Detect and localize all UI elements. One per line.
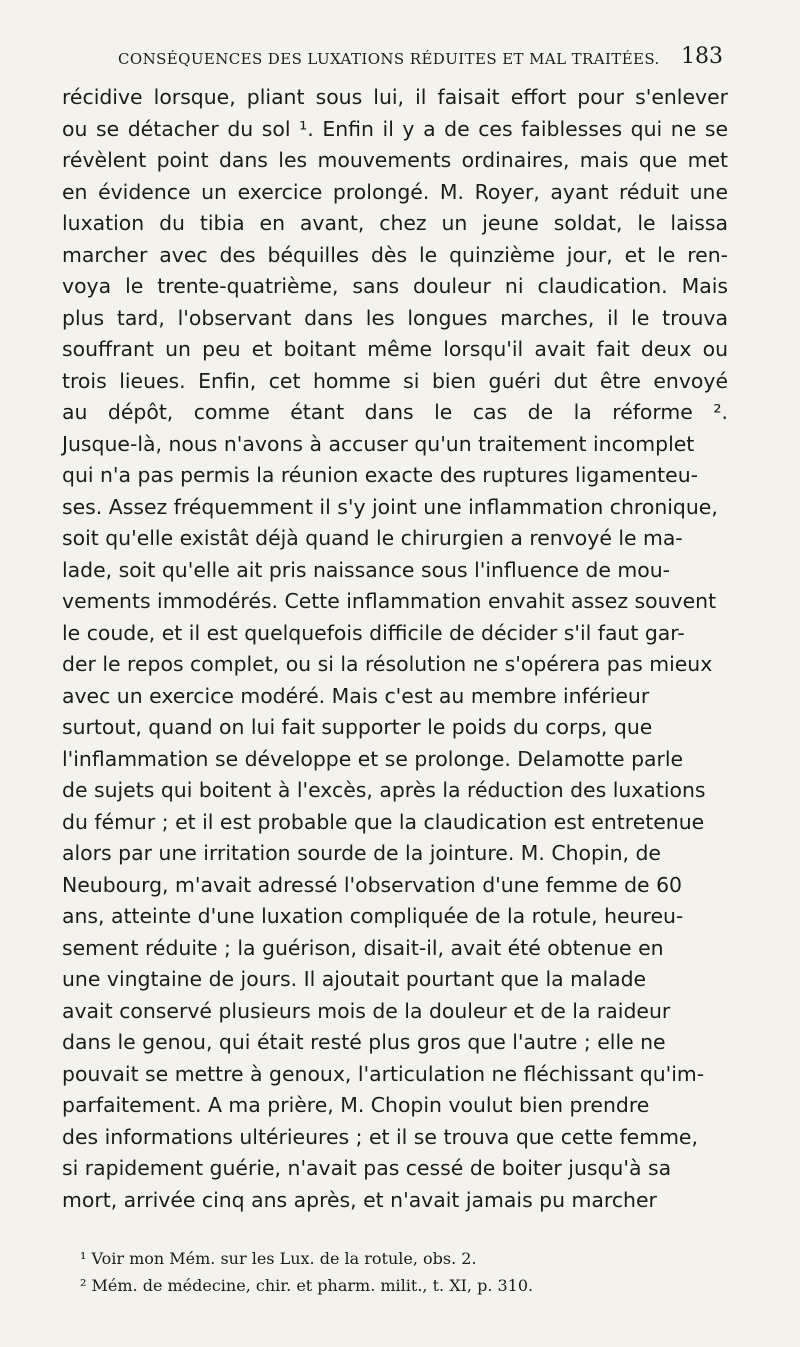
- line: der le repos complet, ou si la résolution ne s'opérera pas mieux: [62, 652, 713, 676]
- line: en évidence un exercice prolongé. M. Royer, ayant réduit une: [62, 179, 728, 204]
- line: soit qu'elle existât déjà quand le chirurgien a renvoyé le ma-: [62, 526, 683, 550]
- line: récidive lorsque, pliant sous lui, il faisait effort pour s'enlever: [62, 85, 728, 109]
- page-number: 183: [681, 44, 723, 69]
- line: vements immodérés. Cette inflammation envahit assez souvent: [62, 589, 717, 613]
- line: mort, arrivée cinq ans après, et n'avait jamais pu marcher: [62, 1187, 657, 1212]
- line: plus tard, l'observant dans les longues marches, il le trouva: [62, 305, 728, 330]
- line: voya le trente-quatrième, sans douleur ni claudication. Mais: [62, 274, 728, 298]
- paragraph-2: [62, 429, 728, 1217]
- line: alors par une irritation sourde de la jointure. M. Chopin, de: [62, 841, 661, 865]
- body-text: [62, 82, 728, 1216]
- line: l'inflammation se développe et se prolonge. Delamotte parle: [62, 746, 684, 771]
- line: ses. Assez fréquemment il s'y joint une inflammation chronique,: [62, 494, 718, 519]
- line: avait conservé plusieurs mois de la douleur et de la raideur: [62, 998, 671, 1023]
- line: de sujets qui boitent à l'excès, après la réduction des luxations: [62, 778, 706, 802]
- paragraph-1: [62, 82, 728, 429]
- footnote-1: ¹ Voir mon Mém. sur les Lux. de la rotule, obs. 2.: [80, 1249, 477, 1268]
- line: ou se détacher du sol ¹. Enfin il y a de ces faiblesses qui ne se: [62, 116, 728, 141]
- line: Neubourg, m'avait adressé l'observation d'une femme de 60: [62, 872, 683, 897]
- line: sement réduite ; la guérison, disait-il, avait été obtenue en: [62, 935, 664, 960]
- footnote-2: ² Mém. de médecine, chir. et pharm. milit., t. XI, p. 310.: [80, 1276, 534, 1295]
- line: une vingtaine de jours. Il ajoutait pourtant que la malade: [62, 967, 647, 991]
- line: souffrant un peu et boitant même lorsqu'il avait fait deux ou: [62, 337, 728, 361]
- line: trois lieues. Enfin, cet homme si bien guéri dut être envoyé: [62, 368, 728, 393]
- line: au dépôt, comme étant dans le cas de la réforme ².: [62, 400, 728, 424]
- footnotes: [80, 1245, 720, 1299]
- line: si rapidement guérie, n'avait pas cessé de boiter jusqu'à sa: [62, 1156, 672, 1180]
- line: ans, atteinte d'une luxation compliquée de la rotule, heureu-: [62, 904, 684, 928]
- line: du fémur ; et il est probable que la claudication est entretenue: [62, 809, 705, 834]
- line: le coude, et il est quelquefois difficile de décider s'il faut gar-: [62, 620, 685, 645]
- line: luxation du tibia en avant, chez un jeune soldat, le laissa: [62, 211, 728, 235]
- line: pouvait se mettre à genoux, l'articulation ne fléchissant qu'im-: [62, 1061, 705, 1086]
- line: révèlent point dans les mouvements ordinaires, mais que met: [62, 148, 728, 172]
- line: qui n'a pas permis la réunion exacte des ruptures ligamenteu-: [62, 463, 698, 487]
- line: marcher avec des béquilles dès le quinzième jour, et le ren-: [62, 242, 728, 267]
- line: surtout, quand on lui fait supporter le poids du corps, que: [62, 715, 653, 739]
- line: des informations ultérieures ; et il se trouva que cette femme,: [62, 1124, 698, 1149]
- line: Jusque-là, nous n'avons à accuser qu'un traitement incomplet: [62, 431, 695, 456]
- page-header: [118, 44, 723, 74]
- line: dans le genou, qui était resté plus gros que l'autre ; elle ne: [62, 1030, 666, 1054]
- line: avec un exercice modéré. Mais c'est au membre inférieur: [62, 683, 650, 708]
- running-head: CONSÉQUENCES DES LUXATIONS RÉDUITES ET MAL TRAITÉES.: [118, 50, 660, 68]
- line: lade, soit qu'elle ait pris naissance sous l'influence de mou-: [62, 557, 670, 582]
- line: parfaitement. A ma prière, M. Chopin voulut bien prendre: [62, 1093, 650, 1117]
